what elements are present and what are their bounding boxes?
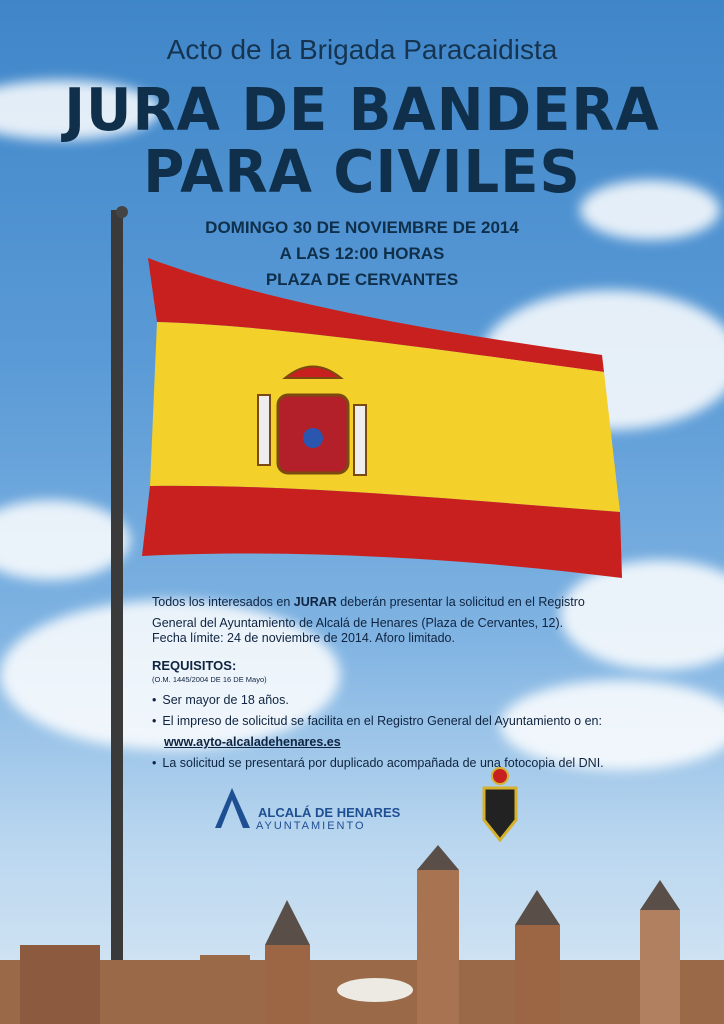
logo-sub: AYUNTAMIENTO <box>256 820 366 832</box>
event-time: A LAS 12:00 HORAS <box>279 244 445 263</box>
info-text-bold: JURAR <box>293 595 337 609</box>
flagpole-finial <box>116 206 128 218</box>
list-item: • La solicitud se presentará por duplicado acompañada de una fotocopia del DNI. <box>152 756 604 770</box>
deadline-text: Fecha límite: 24 de noviembre de 2014. Aforo limitado. <box>152 631 455 645</box>
title-line-1: JURA DE BANDERA <box>64 76 660 145</box>
flagpole <box>111 210 123 960</box>
alcala-logo-icon <box>215 788 250 828</box>
list-item: • El impreso de solicitud se facilita en el Registro General del Ayuntamiento o en: <box>152 714 602 728</box>
requirements-note: (O.M. 1445/2004 DE 16 DE Mayo) <box>152 675 267 684</box>
info-text-start: Todos los interesados en <box>152 595 294 609</box>
info-text-rest: deberán presentar la solicitud en el Registro General del Ayuntamiento de Alcalá de Henares (Plaza de Cervantes, 12). <box>152 595 585 630</box>
skyline <box>0 845 724 1024</box>
website-link[interactable]: www.ayto-alcaladehenares.es <box>164 735 341 749</box>
event-subtitle: Acto de la Brigada Paracaidista <box>166 34 558 65</box>
event-date: DOMINGO 30 DE NOVIEMBRE DE 2014 <box>205 218 519 237</box>
list-item: • Ser mayor de 18 años. <box>152 693 289 707</box>
event-place: PLAZA DE CERVANTES <box>265 270 459 289</box>
requirements-list <box>152 690 652 774</box>
brigade-emblem-icon <box>484 768 516 840</box>
title-line-2: PARA CIVILES <box>143 138 581 207</box>
requirements-heading: REQUISITOS: <box>152 658 237 673</box>
logo-name: ALCALÁ DE HENARES <box>258 805 401 820</box>
